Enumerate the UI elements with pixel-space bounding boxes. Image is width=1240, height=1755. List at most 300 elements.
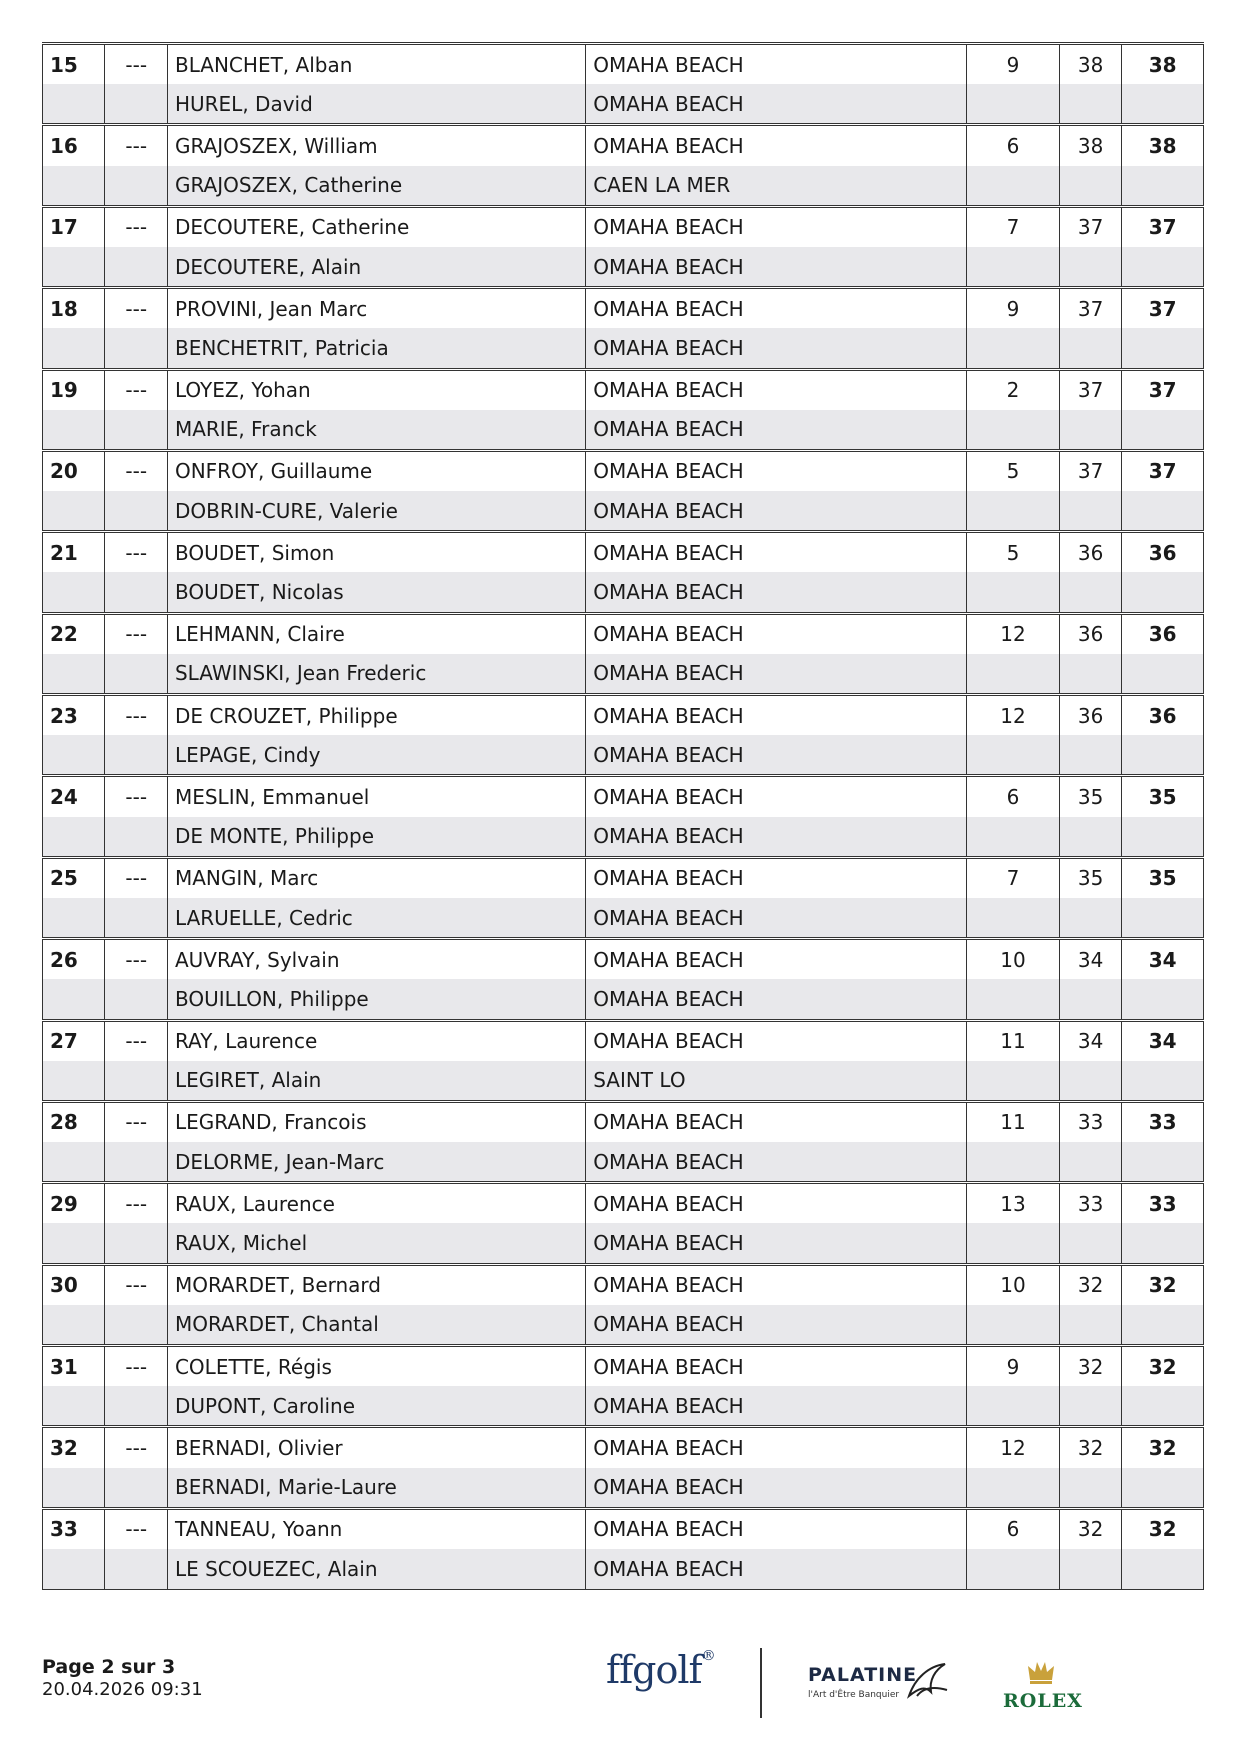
handicap-cell-empty	[967, 247, 1060, 288]
net-score-cell: 35	[1122, 857, 1204, 898]
gross-score-cell: 33	[1059, 1101, 1121, 1142]
team-row-partner	[43, 410, 1204, 451]
player-name-cell: AUVRAY, Sylvain	[167, 939, 585, 980]
player-name-cell: PROVINI, Jean Marc	[167, 288, 585, 329]
palatine-wave-icon	[905, 1658, 951, 1702]
handicap-cell-empty	[967, 1142, 1060, 1183]
rank-cell-empty	[43, 84, 105, 125]
gross-score-cell-empty	[1059, 328, 1121, 369]
handicap-cell-empty	[967, 735, 1060, 776]
gross-score-cell: 34	[1059, 1020, 1121, 1061]
net-score-cell: 37	[1122, 369, 1204, 410]
gross-score-cell-empty	[1059, 1305, 1121, 1346]
team-row-partner	[43, 1223, 1204, 1264]
handicap-cell: 9	[967, 1346, 1060, 1387]
handicap-cell: 6	[967, 125, 1060, 166]
partner-club-cell: OMAHA BEACH	[586, 654, 967, 695]
partner-club-cell: OMAHA BEACH	[586, 572, 967, 613]
gross-score-cell-empty	[1059, 979, 1121, 1020]
handicap-cell: 12	[967, 613, 1060, 654]
club-cell: OMAHA BEACH	[586, 695, 967, 736]
club-cell: OMAHA BEACH	[586, 1508, 967, 1549]
club-cell: OMAHA BEACH	[586, 369, 967, 410]
partner-name-cell: BOUILLON, Philippe	[167, 979, 585, 1020]
club-cell: OMAHA BEACH	[586, 288, 967, 329]
rank-cell: 21	[43, 532, 105, 573]
gross-score-cell: 34	[1059, 939, 1121, 980]
net-score-cell-empty	[1122, 1142, 1204, 1183]
net-score-cell-empty	[1122, 654, 1204, 695]
net-score-cell-empty	[1122, 898, 1204, 939]
partner-name-cell: LEGIRET, Alain	[167, 1061, 585, 1102]
handicap-cell-empty	[967, 654, 1060, 695]
handicap-cell: 13	[967, 1183, 1060, 1224]
partner-club-cell: OMAHA BEACH	[586, 84, 967, 125]
player-name-cell: DECOUTERE, Catherine	[167, 206, 585, 247]
rank-cell: 28	[43, 1101, 105, 1142]
gross-score-cell-empty	[1059, 166, 1121, 207]
print-datetime: 20.04.2026 09:31	[42, 1679, 203, 1700]
partner-name-cell: BOUDET, Nicolas	[167, 572, 585, 613]
gross-score-cell: 36	[1059, 532, 1121, 573]
team-row-partner	[43, 979, 1204, 1020]
partner-club-cell: OMAHA BEACH	[586, 979, 967, 1020]
palatine-logo: PALATINE	[808, 1664, 918, 1686]
team-row-partner	[43, 328, 1204, 369]
partner-name-cell: DELORME, Jean-Marc	[167, 1142, 585, 1183]
status-cell: ---	[105, 1183, 167, 1224]
handicap-cell-empty	[967, 898, 1060, 939]
team-row-primary	[43, 939, 1204, 980]
team-row-primary	[43, 1101, 1204, 1142]
rank-cell-empty	[43, 166, 105, 207]
handicap-cell: 6	[967, 776, 1060, 817]
status-cell: ---	[105, 1101, 167, 1142]
status-cell: ---	[105, 1427, 167, 1468]
status-cell: ---	[105, 857, 167, 898]
status-cell-empty	[105, 328, 167, 369]
club-cell: OMAHA BEACH	[586, 44, 967, 85]
club-cell: OMAHA BEACH	[586, 613, 967, 654]
team-row-partner	[43, 735, 1204, 776]
player-name-cell: MESLIN, Emmanuel	[167, 776, 585, 817]
rank-cell: 33	[43, 1508, 105, 1549]
rank-cell: 18	[43, 288, 105, 329]
player-name-cell: RAUX, Laurence	[167, 1183, 585, 1224]
player-name-cell: COLETTE, Régis	[167, 1346, 585, 1387]
status-cell-empty	[105, 1549, 167, 1590]
status-cell-empty	[105, 491, 167, 532]
rank-cell: 31	[43, 1346, 105, 1387]
rank-cell: 16	[43, 125, 105, 166]
net-score-cell-empty	[1122, 491, 1204, 532]
club-cell: OMAHA BEACH	[586, 206, 967, 247]
partner-name-cell: DE MONTE, Philippe	[167, 817, 585, 858]
handicap-cell: 5	[967, 532, 1060, 573]
rank-cell-empty	[43, 817, 105, 858]
team-row-primary	[43, 206, 1204, 247]
net-score-cell-empty	[1122, 247, 1204, 288]
net-score-cell-empty	[1122, 817, 1204, 858]
net-score-cell-empty	[1122, 1061, 1204, 1102]
partner-club-cell: OMAHA BEACH	[586, 1468, 967, 1509]
gross-score-cell: 33	[1059, 1183, 1121, 1224]
gross-score-cell-empty	[1059, 1386, 1121, 1427]
net-score-cell: 36	[1122, 532, 1204, 573]
status-cell-empty	[105, 410, 167, 451]
status-cell: ---	[105, 613, 167, 654]
team-row-primary	[43, 1508, 1204, 1549]
net-score-cell-empty	[1122, 735, 1204, 776]
ffgolf-logo	[606, 1648, 715, 1692]
handicap-cell-empty	[967, 1223, 1060, 1264]
team-row-primary	[43, 288, 1204, 329]
club-cell: OMAHA BEACH	[586, 776, 967, 817]
net-score-cell: 38	[1122, 125, 1204, 166]
status-cell-empty	[105, 1061, 167, 1102]
net-score-cell: 37	[1122, 206, 1204, 247]
gross-score-cell: 32	[1059, 1508, 1121, 1549]
status-cell-empty	[105, 898, 167, 939]
team-row-partner	[43, 166, 1204, 207]
net-score-cell-empty	[1122, 572, 1204, 613]
player-name-cell: BLANCHET, Alban	[167, 44, 585, 85]
player-name-cell: LEHMANN, Claire	[167, 613, 585, 654]
gross-score-cell-empty	[1059, 1061, 1121, 1102]
club-cell: OMAHA BEACH	[586, 857, 967, 898]
results-body	[43, 44, 1204, 1590]
partner-name-cell: BENCHETRIT, Patricia	[167, 328, 585, 369]
net-score-cell-empty	[1122, 1549, 1204, 1590]
handicap-cell-empty	[967, 1386, 1060, 1427]
partner-name-cell: HUREL, David	[167, 84, 585, 125]
logo-divider	[760, 1648, 762, 1718]
partner-club-cell: OMAHA BEACH	[586, 328, 967, 369]
player-name-cell: ONFROY, Guillaume	[167, 450, 585, 491]
club-cell: OMAHA BEACH	[586, 1183, 967, 1224]
handicap-cell-empty	[967, 1549, 1060, 1590]
status-cell: ---	[105, 206, 167, 247]
rank-cell: 24	[43, 776, 105, 817]
ffgolf-registered-mark: ®	[701, 1648, 715, 1664]
team-row-partner	[43, 1549, 1204, 1590]
partner-club-cell: OMAHA BEACH	[586, 491, 967, 532]
team-row-partner	[43, 84, 1204, 125]
net-score-cell: 36	[1122, 613, 1204, 654]
partner-name-cell: GRAJOSZEX, Catherine	[167, 166, 585, 207]
club-cell: OMAHA BEACH	[586, 939, 967, 980]
gross-score-cell: 35	[1059, 776, 1121, 817]
team-row-primary	[43, 1183, 1204, 1224]
club-cell: OMAHA BEACH	[586, 1020, 967, 1061]
gross-score-cell: 36	[1059, 613, 1121, 654]
player-name-cell: TANNEAU, Yoann	[167, 1508, 585, 1549]
net-score-cell-empty	[1122, 166, 1204, 207]
status-cell-empty	[105, 572, 167, 613]
handicap-cell: 10	[967, 1264, 1060, 1305]
team-row-primary	[43, 695, 1204, 736]
gross-score-cell: 35	[1059, 857, 1121, 898]
team-row-primary	[43, 44, 1204, 85]
handicap-cell: 7	[967, 206, 1060, 247]
net-score-cell: 32	[1122, 1427, 1204, 1468]
status-cell-empty	[105, 817, 167, 858]
player-name-cell: DE CROUZET, Philippe	[167, 695, 585, 736]
handicap-cell-empty	[967, 1468, 1060, 1509]
gross-score-cell-empty	[1059, 735, 1121, 776]
palatine-tagline: l'Art d'Être Banquier	[808, 1690, 900, 1700]
team-row-primary	[43, 125, 1204, 166]
gross-score-cell-empty	[1059, 1223, 1121, 1264]
rank-cell-empty	[43, 898, 105, 939]
team-row-partner	[43, 247, 1204, 288]
team-row-primary	[43, 1346, 1204, 1387]
net-score-cell-empty	[1122, 1386, 1204, 1427]
gross-score-cell-empty	[1059, 898, 1121, 939]
gross-score-cell-empty	[1059, 1142, 1121, 1183]
team-row-primary	[43, 613, 1204, 654]
team-row-primary	[43, 776, 1204, 817]
status-cell: ---	[105, 1264, 167, 1305]
net-score-cell-empty	[1122, 1223, 1204, 1264]
handicap-cell: 12	[967, 695, 1060, 736]
club-cell: OMAHA BEACH	[586, 1427, 967, 1468]
rank-cell: 26	[43, 939, 105, 980]
handicap-cell-empty	[967, 328, 1060, 369]
page-number: Page 2 sur 3	[42, 1656, 176, 1678]
gross-score-cell-empty	[1059, 654, 1121, 695]
partner-name-cell: SLAWINSKI, Jean Frederic	[167, 654, 585, 695]
rank-cell: 27	[43, 1020, 105, 1061]
gross-score-cell-empty	[1059, 817, 1121, 858]
team-row-partner	[43, 1305, 1204, 1346]
status-cell-empty	[105, 979, 167, 1020]
handicap-cell-empty	[967, 410, 1060, 451]
rank-cell: 20	[43, 450, 105, 491]
net-score-cell: 33	[1122, 1101, 1204, 1142]
ffgolf-logo-text: ffgolf	[606, 1648, 702, 1692]
partner-name-cell: MARIE, Franck	[167, 410, 585, 451]
handicap-cell: 10	[967, 939, 1060, 980]
player-name-cell: BOUDET, Simon	[167, 532, 585, 573]
handicap-cell: 11	[967, 1101, 1060, 1142]
gross-score-cell-empty	[1059, 84, 1121, 125]
team-row-primary	[43, 369, 1204, 410]
club-cell: OMAHA BEACH	[586, 125, 967, 166]
gross-score-cell-empty	[1059, 491, 1121, 532]
rank-cell-empty	[43, 654, 105, 695]
gross-score-cell: 32	[1059, 1264, 1121, 1305]
handicap-cell: 5	[967, 450, 1060, 491]
partner-name-cell: BERNADI, Marie-Laure	[167, 1468, 585, 1509]
partner-club-cell: OMAHA BEACH	[586, 898, 967, 939]
player-name-cell: MORARDET, Bernard	[167, 1264, 585, 1305]
handicap-cell-empty	[967, 84, 1060, 125]
net-score-cell: 35	[1122, 776, 1204, 817]
player-name-cell: LOYEZ, Yohan	[167, 369, 585, 410]
status-cell: ---	[105, 125, 167, 166]
team-row-partner	[43, 1468, 1204, 1509]
player-name-cell: MANGIN, Marc	[167, 857, 585, 898]
player-name-cell: GRAJOSZEX, William	[167, 125, 585, 166]
partner-name-cell: LEPAGE, Cindy	[167, 735, 585, 776]
gross-score-cell: 36	[1059, 695, 1121, 736]
handicap-cell: 12	[967, 1427, 1060, 1468]
rank-cell: 19	[43, 369, 105, 410]
partner-club-cell: OMAHA BEACH	[586, 1305, 967, 1346]
handicap-cell-empty	[967, 572, 1060, 613]
gross-score-cell-empty	[1059, 1468, 1121, 1509]
team-row-primary	[43, 1264, 1204, 1305]
status-cell: ---	[105, 939, 167, 980]
rank-cell: 23	[43, 695, 105, 736]
player-name-cell: RAY, Laurence	[167, 1020, 585, 1061]
net-score-cell-empty	[1122, 1305, 1204, 1346]
results-table	[42, 42, 1204, 1590]
status-cell: ---	[105, 1508, 167, 1549]
rank-cell-empty	[43, 1061, 105, 1102]
rank-cell: 22	[43, 613, 105, 654]
status-cell-empty	[105, 166, 167, 207]
partner-club-cell: OMAHA BEACH	[586, 410, 967, 451]
partner-name-cell: DOBRIN-CURE, Valerie	[167, 491, 585, 532]
partner-club-cell: CAEN LA MER	[586, 166, 967, 207]
team-row-primary	[43, 1020, 1204, 1061]
status-cell-empty	[105, 735, 167, 776]
net-score-cell: 38	[1122, 44, 1204, 85]
handicap-cell-empty	[967, 979, 1060, 1020]
partner-name-cell: LARUELLE, Cedric	[167, 898, 585, 939]
rank-cell-empty	[43, 1305, 105, 1346]
status-cell: ---	[105, 776, 167, 817]
rank-cell-empty	[43, 247, 105, 288]
net-score-cell-empty	[1122, 328, 1204, 369]
team-row-partner	[43, 1061, 1204, 1102]
partner-club-cell: OMAHA BEACH	[586, 247, 967, 288]
gross-score-cell: 32	[1059, 1346, 1121, 1387]
team-row-partner	[43, 491, 1204, 532]
partner-name-cell: MORARDET, Chantal	[167, 1305, 585, 1346]
handicap-cell: 9	[967, 44, 1060, 85]
club-cell: OMAHA BEACH	[586, 532, 967, 573]
status-cell: ---	[105, 288, 167, 329]
rank-cell: 32	[43, 1427, 105, 1468]
rank-cell: 29	[43, 1183, 105, 1224]
partner-club-cell: OMAHA BEACH	[586, 1142, 967, 1183]
net-score-cell-empty	[1122, 410, 1204, 451]
rank-cell: 15	[43, 44, 105, 85]
team-row-primary	[43, 857, 1204, 898]
net-score-cell: 33	[1122, 1183, 1204, 1224]
net-score-cell: 32	[1122, 1264, 1204, 1305]
club-cell: OMAHA BEACH	[586, 1346, 967, 1387]
club-cell: OMAHA BEACH	[586, 1101, 967, 1142]
handicap-cell-empty	[967, 817, 1060, 858]
gross-score-cell: 37	[1059, 206, 1121, 247]
team-row-partner	[43, 654, 1204, 695]
status-cell-empty	[105, 1142, 167, 1183]
rolex-crown-icon	[1026, 1658, 1056, 1686]
handicap-cell: 7	[967, 857, 1060, 898]
gross-score-cell-empty	[1059, 1549, 1121, 1590]
status-cell-empty	[105, 654, 167, 695]
rank-cell-empty	[43, 735, 105, 776]
partner-name-cell: DUPONT, Caroline	[167, 1386, 585, 1427]
team-row-partner	[43, 817, 1204, 858]
rank-cell-empty	[43, 1468, 105, 1509]
status-cell-empty	[105, 1386, 167, 1427]
gross-score-cell-empty	[1059, 572, 1121, 613]
handicap-cell: 2	[967, 369, 1060, 410]
partner-name-cell: LE SCOUEZEC, Alain	[167, 1549, 585, 1590]
rank-cell-empty	[43, 572, 105, 613]
net-score-cell: 34	[1122, 1020, 1204, 1061]
net-score-cell-empty	[1122, 979, 1204, 1020]
team-row-primary	[43, 532, 1204, 573]
club-cell: OMAHA BEACH	[586, 450, 967, 491]
club-cell: OMAHA BEACH	[586, 1264, 967, 1305]
player-name-cell: LEGRAND, Francois	[167, 1101, 585, 1142]
rank-cell-empty	[43, 328, 105, 369]
rank-cell: 17	[43, 206, 105, 247]
handicap-cell-empty	[967, 1305, 1060, 1346]
net-score-cell: 32	[1122, 1508, 1204, 1549]
status-cell-empty	[105, 84, 167, 125]
gross-score-cell: 38	[1059, 125, 1121, 166]
net-score-cell-empty	[1122, 1468, 1204, 1509]
partner-name-cell: RAUX, Michel	[167, 1223, 585, 1264]
net-score-cell: 32	[1122, 1346, 1204, 1387]
net-score-cell: 37	[1122, 288, 1204, 329]
status-cell: ---	[105, 1020, 167, 1061]
status-cell-empty	[105, 1223, 167, 1264]
partner-club-cell: SAINT LO	[586, 1061, 967, 1102]
partner-club-cell: OMAHA BEACH	[586, 1386, 967, 1427]
team-row-partner	[43, 898, 1204, 939]
net-score-cell-empty	[1122, 84, 1204, 125]
rank-cell-empty	[43, 979, 105, 1020]
status-cell: ---	[105, 369, 167, 410]
handicap-cell-empty	[967, 166, 1060, 207]
status-cell-empty	[105, 1305, 167, 1346]
status-cell: ---	[105, 532, 167, 573]
player-name-cell: BERNADI, Olivier	[167, 1427, 585, 1468]
net-score-cell: 37	[1122, 450, 1204, 491]
team-row-primary	[43, 450, 1204, 491]
team-row-partner	[43, 1386, 1204, 1427]
status-cell: ---	[105, 450, 167, 491]
status-cell-empty	[105, 1468, 167, 1509]
partner-club-cell: OMAHA BEACH	[586, 817, 967, 858]
gross-score-cell: 32	[1059, 1427, 1121, 1468]
partner-name-cell: DECOUTERE, Alain	[167, 247, 585, 288]
net-score-cell: 36	[1122, 695, 1204, 736]
status-cell: ---	[105, 1346, 167, 1387]
rank-cell: 25	[43, 857, 105, 898]
rank-cell-empty	[43, 410, 105, 451]
gross-score-cell: 37	[1059, 369, 1121, 410]
rank-cell: 30	[43, 1264, 105, 1305]
gross-score-cell: 38	[1059, 44, 1121, 85]
rolex-logo: ROLEX	[1003, 1690, 1083, 1712]
team-row-partner	[43, 572, 1204, 613]
rank-cell-empty	[43, 1549, 105, 1590]
net-score-cell: 34	[1122, 939, 1204, 980]
rank-cell-empty	[43, 1142, 105, 1183]
partner-club-cell: OMAHA BEACH	[586, 1549, 967, 1590]
gross-score-cell-empty	[1059, 247, 1121, 288]
rank-cell-empty	[43, 491, 105, 532]
